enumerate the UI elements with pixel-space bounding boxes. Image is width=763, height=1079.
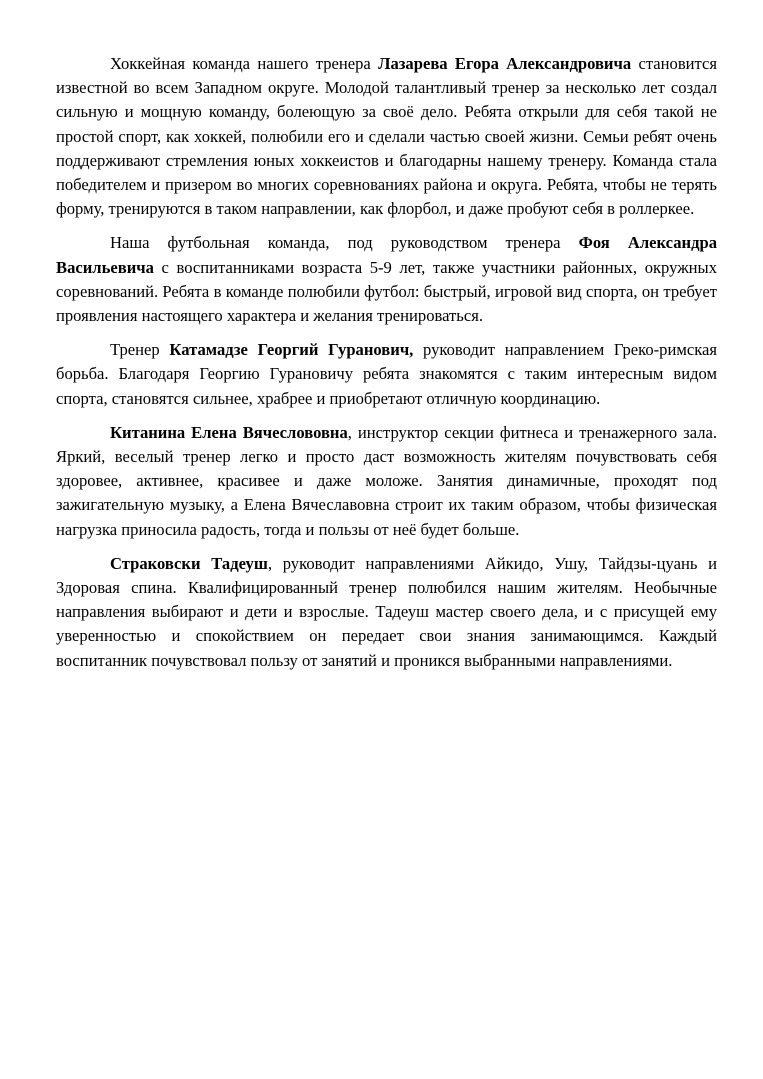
paragraph-football-coach (56, 231, 717, 328)
paragraph-text-before: Хоккейная команда нашего тренера (110, 54, 379, 73)
coach-name: Лазарева Егора Александровича (378, 54, 632, 73)
paragraph-wrestling-coach (56, 338, 717, 411)
paragraph-text-after: с воспитанниками возраста 5-9 лет, также участники районных, окружных соревнований. Ребята в команде полюбили футбол: быстрый, игровой вид спорта, он требует проявления настоящего характера и желания тренироваться. (56, 257, 717, 326)
paragraph-hockey-coach (56, 52, 717, 221)
paragraph-text-after: руководит направлением Греко-римская борьба. Благодаря Георгию Гурановичу ребята знакомятся с таким интересным видом спорта, становятся сильнее, храбрее и приобретают отличную координацию. (56, 340, 718, 408)
paragraph-text-after: , инструктор секции фитнеса и тренажерного зала. Яркий, веселый тренер легко и просто даст возможность жителям почувствовать себя здоровее, активнее, красивее и даже моложе. Занятия динамичные, проходят под зажигательную музыку, а Елена Вячеславовна строит их таким образом, чтобы физическая нагрузка приносила радость, тогда и пользы от неё будет больше. (56, 422, 718, 539)
paragraph-martial-arts-coach (56, 552, 717, 673)
paragraph-text-after: становится известной во всем Западном округе. Молодой талантливый тренер за несколько лет создал сильную и мощную команду, болеющую за своё дело. Ребята открыли для себя такой не простой спорт, как хоккей, полюбили его и сделали частью своей жизни. Семьи ребят очень поддерживают стремления юных хоккеистов и благодарны нашему тренеру. Команда стала победителем и призером во многих соревнованиях района и округа. Ребята, чтобы не терять форму, тренируются в таком направлении, как флорбол, и даже пробуют себя в роллеркее. (56, 54, 717, 219)
paragraph-text-after: , руководит направлениями Айкидо, Ушу, Тайдзы-цуань и Здоровая спина. Квалифицированный тренер полюбился нашим жителям. Необычные направления выбирают и дети и взрослые. Тадеуш мастер своего дела, и с присущей ему уверенностью и спокойствием он передает свои знания занимающимся. Каждый воспитанник почувствовал пользу от занятий и проникся выбранными направлениями. (56, 553, 717, 670)
document-page (56, 52, 717, 683)
coach-name: Фоя Александра Васильевича (56, 233, 717, 277)
paragraph-fitness-instructor (56, 421, 717, 542)
paragraph-text-before: Тренер (110, 340, 170, 360)
coach-name: Страковски Тадеуш (110, 553, 268, 573)
coach-name: Катамадзе Георгий Гуранович, (169, 340, 414, 360)
coach-name: Китанина Елена Вячеслововна (110, 422, 348, 442)
paragraph-text-before: Наша футбольная команда, под руководством тренера (110, 233, 579, 253)
